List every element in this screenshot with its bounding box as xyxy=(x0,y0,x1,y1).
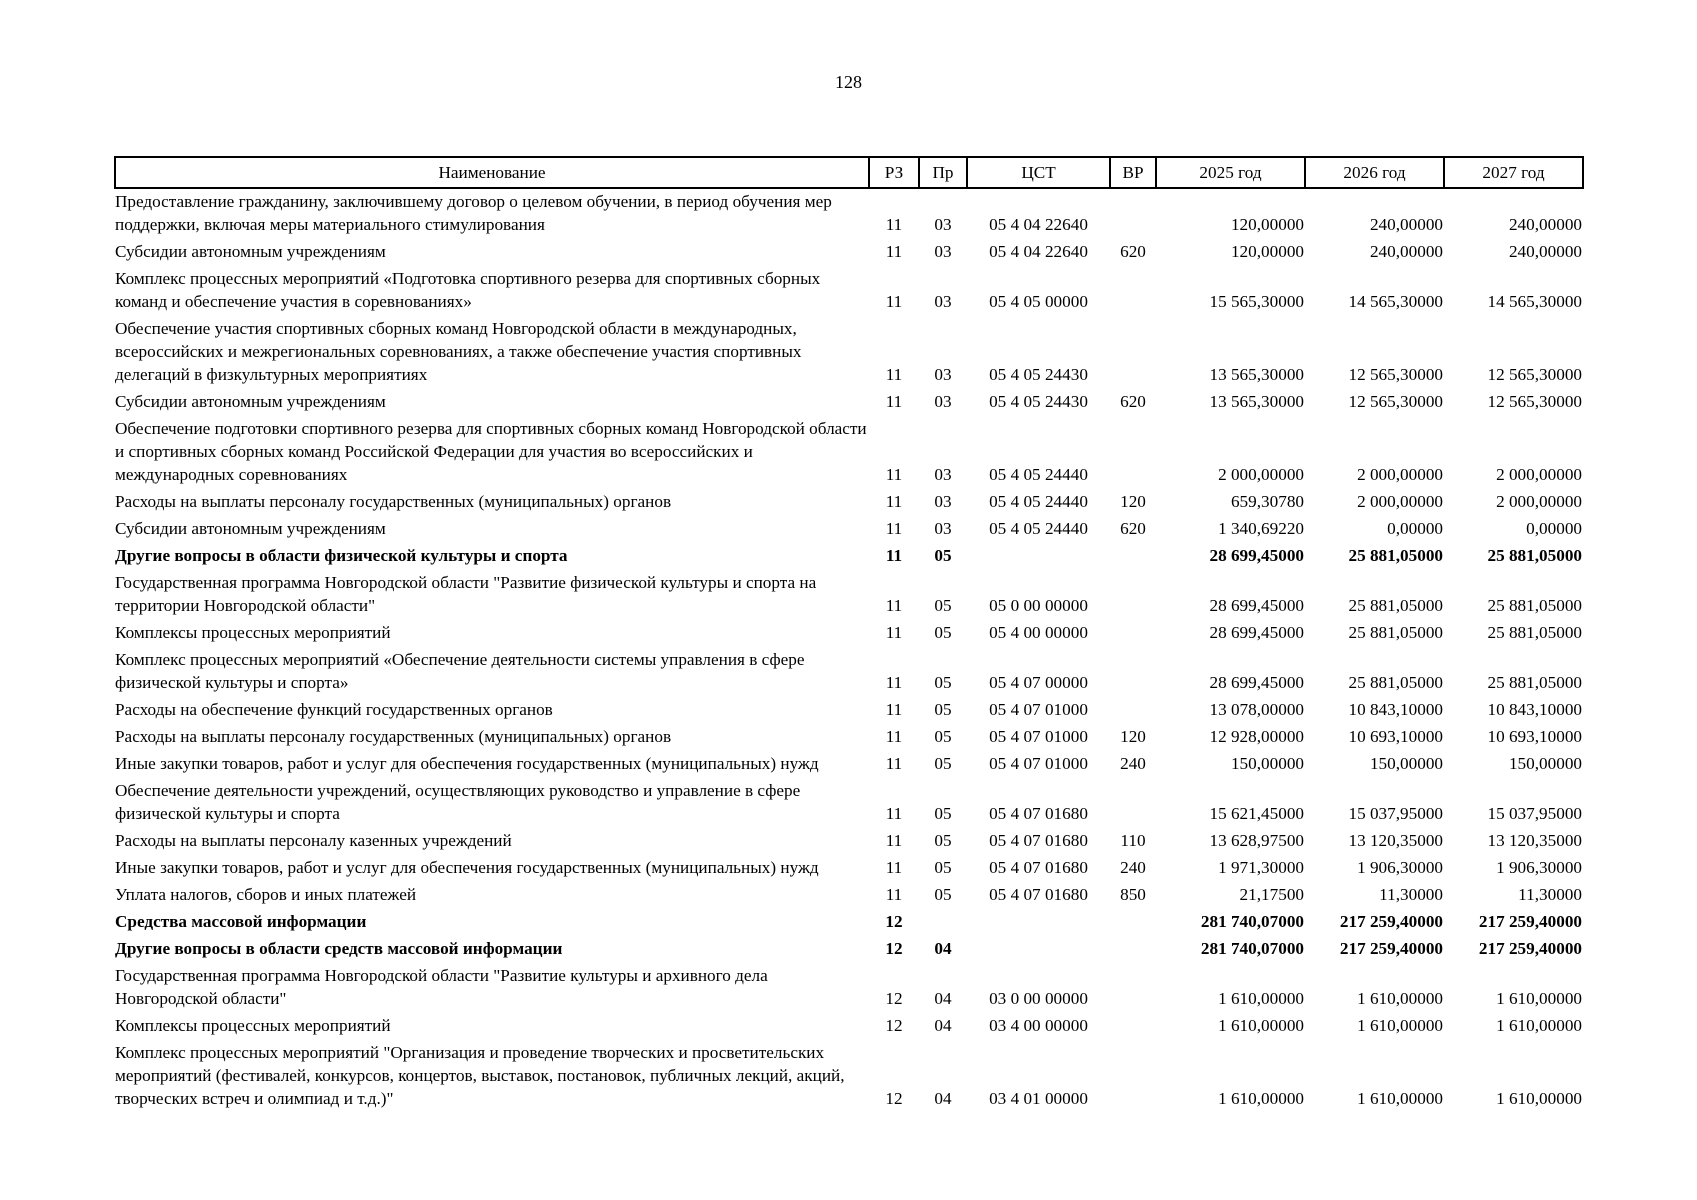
table-row xyxy=(115,936,1583,963)
row-amount-2027: 240,00000 xyxy=(1508,215,1582,234)
row-amount-2025: 150,00000 xyxy=(1230,754,1304,773)
row-amount-2025: 1 610,00000 xyxy=(1218,1089,1304,1108)
row-rz: 11 xyxy=(885,392,903,411)
row-amount-2025: 1 610,00000 xyxy=(1218,989,1304,1008)
row-pr: 03 xyxy=(934,365,952,384)
row-amount-2025: 15 621,45000 xyxy=(1209,804,1304,823)
table-header-row xyxy=(115,157,1583,188)
row-name: Иные закупки товаров, работ и услуг для обеспечения государственных (муниципальных) нужд xyxy=(115,754,819,773)
budget-table xyxy=(114,156,1584,1113)
row-amount-2027: 25 881,05000 xyxy=(1487,673,1582,692)
table-row xyxy=(115,828,1583,855)
row-amount-2026: 25 881,05000 xyxy=(1348,673,1443,692)
row-amount-2027: 10 693,10000 xyxy=(1487,727,1582,746)
row-pr: 04 xyxy=(934,939,952,958)
row-cst: 05 4 05 24430 xyxy=(989,392,1088,411)
row-amount-2027: 12 565,30000 xyxy=(1487,365,1582,384)
row-amount-2026: 12 565,30000 xyxy=(1348,392,1443,411)
table-row xyxy=(115,316,1583,389)
row-rz: 11 xyxy=(885,596,903,615)
row-vr xyxy=(1110,1013,1156,1040)
row-amount-2027: 25 881,05000 xyxy=(1487,623,1582,642)
row-amount-2027: 12 565,30000 xyxy=(1487,392,1582,411)
row-amount-2027: 14 565,30000 xyxy=(1487,292,1582,311)
row-cst xyxy=(967,543,1110,570)
row-amount-2027: 2 000,00000 xyxy=(1496,465,1582,484)
row-vr xyxy=(1110,647,1156,697)
row-vr xyxy=(1110,188,1156,239)
row-vr xyxy=(1110,266,1156,316)
row-rz: 11 xyxy=(885,242,903,261)
row-amount-2027: 2 000,00000 xyxy=(1496,492,1582,511)
row-amount-2025: 281 740,07000 xyxy=(1200,939,1304,958)
row-rz: 12 xyxy=(885,1089,903,1108)
row-name: Другие вопросы в области физической культуры и спорта xyxy=(115,546,568,565)
row-amount-2026: 2 000,00000 xyxy=(1357,492,1443,511)
row-amount-2026: 1 610,00000 xyxy=(1357,1089,1443,1108)
table-row xyxy=(115,1013,1583,1040)
row-amount-2026: 217 259,40000 xyxy=(1339,939,1443,958)
table-row xyxy=(115,724,1583,751)
row-amount-2025: 13 628,97500 xyxy=(1209,831,1304,850)
row-amount-2025: 1 971,30000 xyxy=(1218,858,1304,877)
row-cst: 03 4 01 00000 xyxy=(989,1089,1088,1108)
row-amount-2027: 0,00000 xyxy=(1526,519,1582,538)
table-row xyxy=(115,697,1583,724)
row-amount-2026: 10 843,10000 xyxy=(1348,700,1443,719)
row-pr: 03 xyxy=(934,292,952,311)
row-vr: 120 xyxy=(1120,492,1146,511)
row-cst: 05 4 00 00000 xyxy=(989,623,1088,642)
row-amount-2025: 28 699,45000 xyxy=(1209,546,1304,565)
row-cst: 05 4 04 22640 xyxy=(989,215,1088,234)
row-rz: 12 xyxy=(885,912,903,931)
row-rz: 12 xyxy=(885,1016,903,1035)
row-pr: 05 xyxy=(934,727,952,746)
row-rz: 12 xyxy=(885,939,903,958)
row-vr xyxy=(1110,936,1156,963)
row-name: Расходы на выплаты персоналу государственных (муниципальных) органов xyxy=(115,727,672,746)
row-cst: 05 4 07 01680 xyxy=(989,885,1088,904)
row-amount-2026: 2 000,00000 xyxy=(1357,465,1443,484)
table-row xyxy=(115,266,1583,316)
row-amount-2027: 25 881,05000 xyxy=(1487,546,1582,565)
row-amount-2025: 659,30780 xyxy=(1230,492,1304,511)
row-pr: 05 xyxy=(934,831,952,850)
header-vr: ВР xyxy=(1110,157,1156,188)
row-vr: 240 xyxy=(1120,858,1146,877)
row-vr xyxy=(1110,543,1156,570)
table-row xyxy=(115,570,1583,620)
row-vr xyxy=(1110,778,1156,828)
row-amount-2027: 150,00000 xyxy=(1508,754,1582,773)
row-amount-2026: 25 881,05000 xyxy=(1348,623,1443,642)
row-amount-2025: 1 340,69220 xyxy=(1218,519,1304,538)
row-pr: 05 xyxy=(934,700,952,719)
row-amount-2027: 1 906,30000 xyxy=(1496,858,1582,877)
row-amount-2026: 10 693,10000 xyxy=(1348,727,1443,746)
header-2026: 2026 год xyxy=(1305,157,1444,188)
row-rz: 12 xyxy=(885,989,903,1008)
row-amount-2025: 28 699,45000 xyxy=(1209,673,1304,692)
row-vr: 240 xyxy=(1120,754,1146,773)
row-amount-2026: 240,00000 xyxy=(1369,215,1443,234)
row-vr xyxy=(1110,620,1156,647)
row-rz: 11 xyxy=(885,858,903,877)
row-amount-2026: 217 259,40000 xyxy=(1339,912,1443,931)
row-amount-2025: 120,00000 xyxy=(1230,215,1304,234)
table-row xyxy=(115,543,1583,570)
row-pr: 04 xyxy=(934,1089,952,1108)
row-rz: 11 xyxy=(885,831,903,850)
row-name: Государственная программа Новгородской области "Развитие культуры и архивного дела Новгородской области" xyxy=(115,966,768,1008)
table-row xyxy=(115,963,1583,1013)
row-vr: 620 xyxy=(1120,242,1146,261)
row-vr xyxy=(1110,316,1156,389)
row-name: Субсидии автономным учреждениям xyxy=(115,242,386,261)
row-pr: 05 xyxy=(934,673,952,692)
row-cst: 03 4 00 00000 xyxy=(989,1016,1088,1035)
row-vr: 620 xyxy=(1120,392,1146,411)
row-pr: 05 xyxy=(934,885,952,904)
row-pr: 05 xyxy=(934,754,952,773)
row-amount-2025: 12 928,00000 xyxy=(1209,727,1304,746)
row-pr: 03 xyxy=(934,465,952,484)
row-rz: 11 xyxy=(885,465,903,484)
row-pr: 05 xyxy=(934,858,952,877)
row-cst: 05 4 05 24440 xyxy=(989,465,1088,484)
row-pr: 03 xyxy=(934,392,952,411)
row-cst: 05 4 07 01000 xyxy=(989,700,1088,719)
row-cst: 05 4 07 01000 xyxy=(989,754,1088,773)
row-cst xyxy=(967,909,1110,936)
row-amount-2027: 13 120,35000 xyxy=(1487,831,1582,850)
row-pr: 05 xyxy=(934,804,952,823)
row-rz: 11 xyxy=(885,804,903,823)
row-rz: 11 xyxy=(885,215,903,234)
row-amount-2027: 1 610,00000 xyxy=(1496,1016,1582,1035)
row-rz: 11 xyxy=(885,673,903,692)
row-amount-2026: 25 881,05000 xyxy=(1348,596,1443,615)
row-vr: 110 xyxy=(1120,831,1146,850)
row-cst: 05 4 07 01680 xyxy=(989,831,1088,850)
row-amount-2026: 12 565,30000 xyxy=(1348,365,1443,384)
row-amount-2025: 28 699,45000 xyxy=(1209,623,1304,642)
row-rz: 11 xyxy=(885,365,903,384)
row-name: Обеспечение подготовки спортивного резерва для спортивных сборных команд Новгородской области и спортивных сборных команд Российской Федерации для участия во всероссийских и международных соревнованиях xyxy=(115,419,867,484)
row-amount-2027: 240,00000 xyxy=(1508,242,1582,261)
row-rz: 11 xyxy=(885,623,903,642)
row-amount-2026: 25 881,05000 xyxy=(1348,546,1443,565)
row-name: Обеспечение участия спортивных сборных команд Новгородской области в международных, всероссийских и межрегиональных соревнованиях, а также обеспечение участия спортивных делегаций в физкультурных мероприятиях xyxy=(115,319,802,384)
row-rz: 11 xyxy=(885,700,903,719)
table-row xyxy=(115,647,1583,697)
row-cst: 05 4 07 01680 xyxy=(989,804,1088,823)
table-row xyxy=(115,778,1583,828)
table-row xyxy=(115,416,1583,489)
row-vr xyxy=(1110,963,1156,1013)
row-rz: 11 xyxy=(885,519,903,538)
row-pr xyxy=(919,909,967,936)
row-cst: 05 4 05 24440 xyxy=(989,492,1088,511)
row-name: Другие вопросы в области средств массовой информации xyxy=(115,939,563,958)
row-amount-2026: 15 037,95000 xyxy=(1348,804,1443,823)
row-amount-2027: 11,30000 xyxy=(1518,885,1582,904)
header-2027: 2027 год xyxy=(1444,157,1583,188)
row-amount-2026: 240,00000 xyxy=(1369,242,1443,261)
row-name: Государственная программа Новгородской области "Развитие физической культуры и спорта на территории Новгородской области" xyxy=(115,573,817,615)
row-amount-2027: 217 259,40000 xyxy=(1478,912,1582,931)
table-row xyxy=(115,909,1583,936)
row-amount-2027: 1 610,00000 xyxy=(1496,989,1582,1008)
table-row xyxy=(115,620,1583,647)
row-cst: 05 4 07 01000 xyxy=(989,727,1088,746)
row-amount-2026: 1 610,00000 xyxy=(1357,989,1443,1008)
row-amount-2025: 15 565,30000 xyxy=(1209,292,1304,311)
row-cst: 03 0 00 00000 xyxy=(989,989,1088,1008)
row-vr xyxy=(1110,416,1156,489)
row-vr xyxy=(1110,697,1156,724)
row-amount-2026: 0,00000 xyxy=(1387,519,1443,538)
table-body xyxy=(115,188,1583,1113)
row-rz: 11 xyxy=(885,546,903,565)
row-pr: 03 xyxy=(934,215,952,234)
row-name: Обеспечение деятельности учреждений, осуществляющих руководство и управление в сфере физической культуры и спорта xyxy=(115,781,801,823)
row-name: Комплекс процессных мероприятий "Организация и проведение творческих и просветительских мероприятий (фестивалей, конкурсов, концертов, выставок, постановок, публичных лекций, акций, творческих встреч и олимпиад и т.д.)" xyxy=(115,1043,845,1108)
header-2025: 2025 год xyxy=(1156,157,1305,188)
row-name: Комплексы процессных мероприятий xyxy=(115,623,391,642)
header-name: Наименование xyxy=(115,157,869,188)
row-pr: 03 xyxy=(934,492,952,511)
row-cst: 05 4 05 24430 xyxy=(989,365,1088,384)
row-amount-2027: 1 610,00000 xyxy=(1496,1089,1582,1108)
table-row xyxy=(115,1040,1583,1113)
row-amount-2026: 11,30000 xyxy=(1379,885,1443,904)
table-row xyxy=(115,389,1583,416)
table-row xyxy=(115,516,1583,543)
row-cst: 05 4 07 00000 xyxy=(989,673,1088,692)
row-rz: 11 xyxy=(885,727,903,746)
row-amount-2025: 13 565,30000 xyxy=(1209,365,1304,384)
row-vr: 620 xyxy=(1120,519,1146,538)
row-amount-2025: 21,17500 xyxy=(1239,885,1304,904)
row-vr xyxy=(1110,909,1156,936)
header-pr: Пр xyxy=(919,157,967,188)
row-pr: 04 xyxy=(934,989,952,1008)
row-amount-2025: 28 699,45000 xyxy=(1209,596,1304,615)
row-pr: 05 xyxy=(934,596,952,615)
table-row xyxy=(115,239,1583,266)
row-name: Субсидии автономным учреждениям xyxy=(115,519,386,538)
row-rz: 11 xyxy=(885,292,903,311)
row-amount-2026: 1 610,00000 xyxy=(1357,1016,1443,1035)
row-name: Расходы на выплаты персоналу казенных учреждений xyxy=(115,831,512,850)
row-amount-2026: 14 565,30000 xyxy=(1348,292,1443,311)
row-cst: 05 4 07 01680 xyxy=(989,858,1088,877)
header-cst: ЦСТ xyxy=(967,157,1110,188)
row-cst xyxy=(967,936,1110,963)
page-number: 128 xyxy=(835,72,862,92)
row-pr: 04 xyxy=(934,1016,952,1035)
row-pr: 05 xyxy=(934,546,952,565)
row-amount-2026: 1 906,30000 xyxy=(1357,858,1443,877)
table-row xyxy=(115,882,1583,909)
row-pr: 05 xyxy=(934,623,952,642)
table-row xyxy=(115,489,1583,516)
row-name: Средства массовой информации xyxy=(115,912,367,931)
row-vr: 120 xyxy=(1120,727,1146,746)
row-vr xyxy=(1110,570,1156,620)
row-amount-2025: 13 078,00000 xyxy=(1209,700,1304,719)
row-name: Комплекс процессных мероприятий «Обеспечение деятельности системы управления в сфере физической культуры и спорта» xyxy=(115,650,805,692)
row-amount-2026: 13 120,35000 xyxy=(1348,831,1443,850)
row-rz: 11 xyxy=(885,492,903,511)
row-amount-2025: 120,00000 xyxy=(1230,242,1304,261)
row-name: Расходы на обеспечение функций государственных органов xyxy=(115,700,553,719)
row-pr: 03 xyxy=(934,519,952,538)
row-name: Комплекс процессных мероприятий «Подготовка спортивного резерва для спортивных сборных команд и обеспечение участия в соревнованиях» xyxy=(115,269,821,311)
row-name: Субсидии автономным учреждениям xyxy=(115,392,386,411)
table-row xyxy=(115,188,1583,239)
row-amount-2025: 281 740,07000 xyxy=(1200,912,1304,931)
row-cst: 05 4 04 22640 xyxy=(989,242,1088,261)
row-amount-2027: 15 037,95000 xyxy=(1487,804,1582,823)
row-amount-2025: 2 000,00000 xyxy=(1218,465,1304,484)
row-amount-2027: 10 843,10000 xyxy=(1487,700,1582,719)
row-amount-2027: 25 881,05000 xyxy=(1487,596,1582,615)
row-pr: 03 xyxy=(934,242,952,261)
row-amount-2026: 150,00000 xyxy=(1369,754,1443,773)
row-name: Расходы на выплаты персоналу государственных (муниципальных) органов xyxy=(115,492,672,511)
row-cst: 05 4 05 24440 xyxy=(989,519,1088,538)
row-rz: 11 xyxy=(885,885,903,904)
row-cst: 05 4 05 00000 xyxy=(989,292,1088,311)
row-amount-2025: 1 610,00000 xyxy=(1218,1016,1304,1035)
row-vr xyxy=(1110,1040,1156,1113)
row-name: Комплексы процессных мероприятий xyxy=(115,1016,391,1035)
row-name: Предоставление гражданину, заключившему договор о целевом обучении, в период обучения мер поддержки, включая меры материального стимулирования xyxy=(115,192,832,234)
row-name: Уплата налогов, сборов и иных платежей xyxy=(115,885,417,904)
header-rz: РЗ xyxy=(869,157,919,188)
row-rz: 11 xyxy=(885,754,903,773)
row-name: Иные закупки товаров, работ и услуг для обеспечения государственных (муниципальных) нужд xyxy=(115,858,819,877)
table-row xyxy=(115,751,1583,778)
row-vr: 850 xyxy=(1120,885,1146,904)
table-row xyxy=(115,855,1583,882)
row-cst: 05 0 00 00000 xyxy=(989,596,1088,615)
row-amount-2025: 13 565,30000 xyxy=(1209,392,1304,411)
row-amount-2027: 217 259,40000 xyxy=(1478,939,1582,958)
